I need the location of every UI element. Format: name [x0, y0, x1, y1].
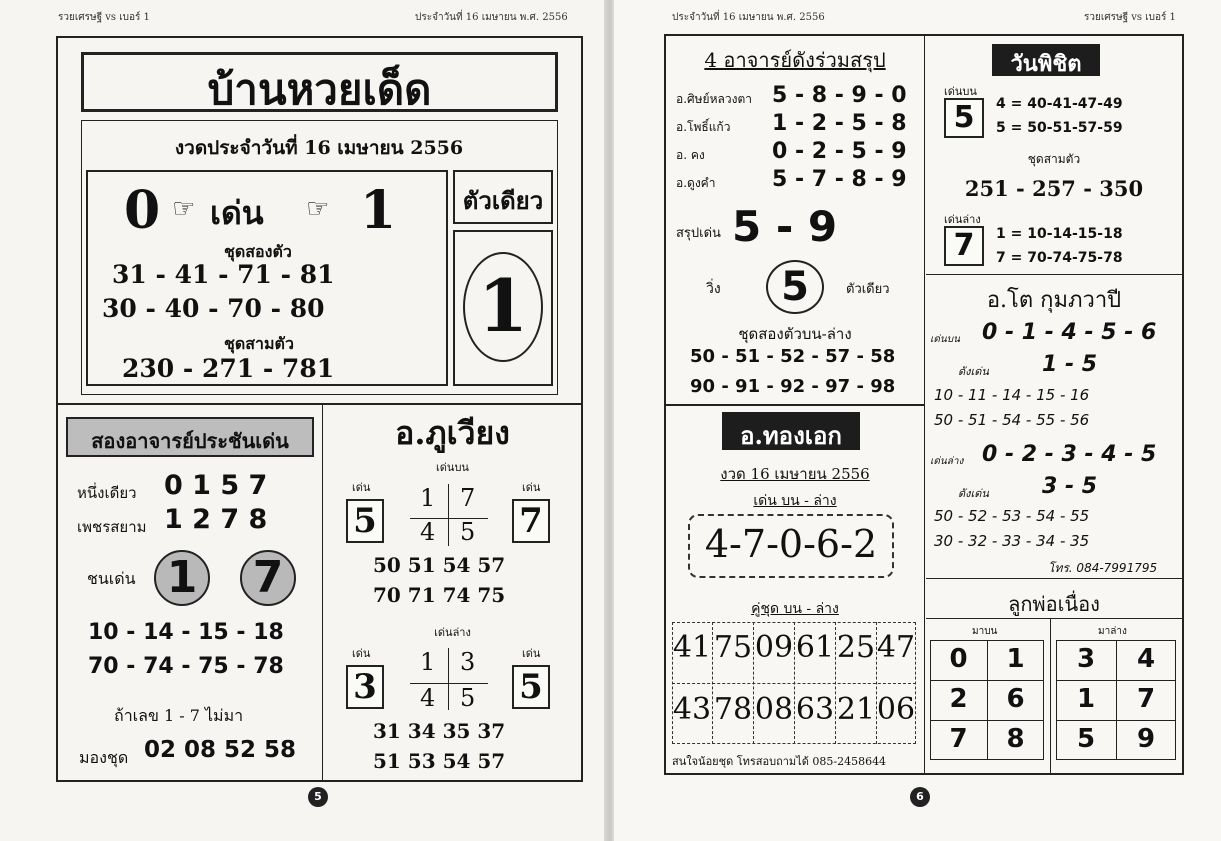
luk-up-cell: 6: [1006, 684, 1025, 714]
main-right-digit: 1: [360, 180, 397, 241]
thong-grid-cell: 08: [754, 692, 794, 727]
mong-nums: 02 08 52 58: [144, 737, 297, 763]
lower-cross-v: [448, 648, 449, 710]
luk-down-cell: 7: [1136, 684, 1156, 714]
lower-row1: 31 34 35 37: [373, 719, 506, 743]
chon-b: 7: [240, 550, 296, 606]
lower-label: เด่นล่าง: [434, 626, 471, 639]
upper-cross-b: 7: [460, 484, 476, 512]
pair-title-box: [66, 417, 314, 457]
main-play-label: เด่น: [210, 194, 264, 232]
upper-big-left: 5: [346, 499, 384, 543]
draw-date: งวดประจำวันที่ 16 เมษายน 2556: [174, 137, 464, 159]
wan-three: 251 - 257 - 350: [964, 176, 1144, 201]
four-row2-nums: 1 - 2 - 5 - 8: [772, 111, 907, 136]
nung-nums: 0 1 5 7: [164, 470, 268, 501]
right-header-left: ประจำวันที่ 16 เมษายน พ.ศ. 2556: [672, 12, 825, 23]
to-lower-dang-nums: 3 - 5: [1042, 474, 1098, 499]
main-left-digit: 0: [124, 180, 161, 241]
upper-cross-a: 1: [420, 484, 436, 512]
wan-upper-row1: 4 = 40-41-47-49: [996, 96, 1123, 112]
left-page: [0, 0, 606, 841]
to-upper-row1: 10 - 11 - 14 - 15 - 16: [934, 386, 1090, 404]
thong-sub: เด่น บน - ล่าง: [753, 493, 837, 509]
chon-label: ชนเด่น: [87, 569, 136, 588]
luk-up-cell: 1: [1006, 644, 1025, 674]
thong-pair-label: คู่ชุด บน - ล่าง: [751, 601, 839, 617]
to-lower-row1: 50 - 52 - 53 - 54 - 55: [934, 507, 1090, 525]
chon-row1: 10 - 14 - 15 - 18: [88, 620, 284, 645]
right-page-number: 6: [910, 787, 930, 807]
mong-label: มองชุด: [79, 748, 129, 767]
wan-title: วันพิชิต: [1010, 51, 1082, 77]
single-label: ตัวเดียว: [462, 186, 544, 215]
wan-divider: [926, 274, 1182, 275]
wan-upper-big: 5: [944, 98, 984, 138]
wan-title-box: [992, 44, 1100, 76]
upper-big-right: 7: [512, 499, 550, 543]
luk-down-cell: 5: [1076, 724, 1096, 754]
lower-cross-d: 5: [460, 684, 476, 712]
pair-title: สองอาจารย์ประชันเด่น: [91, 429, 289, 453]
run-single: ตัวเดียว: [846, 282, 890, 297]
thong-date: งวด 16 เมษายน 2556: [720, 465, 870, 483]
thong-grid-cell: 75: [713, 630, 753, 665]
to-upper-dang-nums: 1 - 5: [1042, 352, 1098, 377]
to-title: อ.โต กุมภวาปี: [986, 288, 1122, 313]
set-row1: 50 - 51 - 52 - 57 - 58: [690, 346, 896, 367]
hand-right-icon: ☞: [172, 194, 196, 224]
main-inner-box: [86, 170, 448, 386]
left-header-right: ประจำวันที่ 16 เมษายน พ.ศ. 2556: [415, 12, 568, 23]
to-upper-row2: 50 - 51 - 54 - 55 - 56: [934, 411, 1090, 429]
thong-grid-cell: 09: [754, 630, 794, 665]
four-row1-name: อ.ศิษย์หลวงตา: [676, 92, 752, 106]
run-value: 5: [766, 260, 824, 314]
two-digit-row2: 30 - 40 - 70 - 80: [102, 294, 325, 323]
wan-lower-big: 7: [944, 226, 984, 266]
thong-big: 4-7-0-6-2: [704, 522, 878, 566]
luk-down-label: มาล่าง: [1098, 626, 1127, 637]
wan-lower-row1: 1 = 10-14-15-18: [996, 226, 1123, 242]
thong-grid-cell: 41: [672, 630, 712, 665]
wan-upper-label: เด่นบน: [944, 85, 977, 98]
luk-title: ลูกพ่อเนื่อง: [1008, 592, 1100, 616]
thong-grid-cell: 61: [795, 630, 835, 665]
wan-lower-label: เด่นล่าง: [944, 213, 981, 226]
lower-cross-b: 3: [460, 648, 476, 676]
to-upper-dang: ดังเด่น: [958, 365, 989, 378]
upper-row2: 70 71 74 75: [373, 583, 506, 607]
wan-lower-row2: 7 = 70-74-75-78: [996, 250, 1123, 266]
luk-up-cell: 0: [949, 644, 968, 674]
thong-title: อ.ทองเอก: [740, 421, 842, 450]
single-label-box: [453, 170, 553, 224]
two-digit-label: ชุดสองตัว: [224, 242, 292, 261]
chon-a: 1: [154, 550, 210, 606]
luk-col-line: [1050, 618, 1051, 773]
thong-big-box: [688, 514, 894, 578]
upper-cross-d: 5: [460, 518, 476, 546]
lower-big-right: 5: [512, 665, 550, 709]
left-page-number: 5: [308, 787, 328, 807]
right-page: [614, 0, 1221, 841]
lower-row2: 51 53 54 57: [373, 749, 506, 773]
luk-down-cell: 4: [1136, 644, 1156, 674]
three-digit-row: 230 - 271 - 781: [122, 354, 335, 383]
thong-title-box: [722, 412, 860, 450]
right-col-divider: [924, 36, 925, 773]
four-row1-nums: 5 - 8 - 9 - 0: [772, 83, 907, 108]
luk-down-cell: 3: [1076, 644, 1096, 674]
two-digit-row1: 31 - 41 - 71 - 81: [112, 260, 335, 289]
if-label: ถ้าเลข 1 - 7 ไม่มา: [114, 706, 244, 725]
lower-big-left: 3: [346, 665, 384, 709]
thong-divider: [666, 404, 924, 406]
upper-cross-v: [448, 484, 449, 546]
pu-title: อ.ภูเวียง: [395, 414, 510, 452]
upper-side-right: เด่น: [522, 481, 541, 494]
wan-three-label: ชุดสามตัว: [1027, 152, 1081, 166]
wan-upper-row2: 5 = 50-51-57-59: [996, 120, 1123, 136]
upper-label: เด่นบน: [436, 461, 469, 474]
four-row4-name: อ.ดูงคำ: [676, 176, 716, 190]
left-header-left: รวยเศรษฐี vs เบอร์ 1: [58, 12, 150, 23]
to-divider: [926, 578, 1182, 579]
thong-grid-cell: 78: [713, 692, 753, 727]
thong-contact: สนใจน้อยชุด โทรสอบถามได้ 085-2458644: [672, 755, 887, 768]
thong-grid-cell: 43: [672, 692, 712, 727]
single-value: 1: [463, 252, 543, 362]
left-col-divider: [322, 403, 323, 780]
luk-up-cell: 7: [949, 724, 968, 754]
thong-grid-cell: 06: [876, 692, 916, 727]
luk-down-cell: 1: [1076, 684, 1096, 714]
lower-cross-c: 4: [420, 684, 436, 712]
luk-up-label: มาบน: [972, 626, 998, 637]
sum-nums: 5 - 9: [732, 202, 838, 251]
upper-side-left: เด่น: [352, 481, 371, 494]
luk-down-grid-h2: [1056, 720, 1176, 721]
to-lower-row2: 30 - 32 - 33 - 34 - 35: [934, 532, 1090, 550]
lower-side-right: เด่น: [522, 647, 541, 660]
to-upper-label: เด่นบน: [930, 334, 960, 345]
thong-grid-cell: 47: [876, 630, 916, 665]
chon-row2: 70 - 74 - 75 - 78: [88, 654, 284, 679]
four-row2-name: อ.โพธิ์แก้ว: [676, 120, 731, 134]
upper-cross-c: 4: [420, 518, 436, 546]
to-lower-dang: ดังเด่น: [958, 487, 989, 500]
thong-grid-cell: 63: [795, 692, 835, 727]
luk-top-line: [926, 618, 1182, 619]
lower-side-left: เด่น: [352, 647, 371, 660]
title-box: [81, 52, 558, 112]
lower-cross-a: 1: [420, 648, 436, 676]
left-divider: [58, 403, 581, 405]
thong-grid-cell: 21: [836, 692, 876, 727]
page-title: บ้านหวยเด็ด: [207, 65, 432, 114]
to-upper-nums: 0 - 1 - 4 - 5 - 6: [982, 320, 1157, 345]
set-row2: 90 - 91 - 92 - 97 - 98: [690, 376, 896, 397]
luk-up-cell: 2: [949, 684, 968, 714]
luk-up-grid-h2: [930, 720, 1044, 721]
phet-label: เพชรสยาม: [77, 518, 147, 536]
right-header-right: รวยเศรษฐี vs เบอร์ 1: [1084, 12, 1176, 23]
run-label: วิ่ง: [706, 281, 721, 297]
four-row4-nums: 5 - 7 - 8 - 9: [772, 167, 907, 192]
upper-row1: 50 51 54 57: [373, 553, 506, 577]
sum-label: สรุปเด่น: [676, 226, 721, 241]
luk-up-grid-h1: [930, 680, 1044, 681]
four-title: 4 อาจารย์ดังร่วมสรุป: [704, 48, 886, 72]
three-digit-label: ชุดสามตัว: [224, 334, 294, 353]
luk-up-cell: 8: [1006, 724, 1025, 754]
four-row3-nums: 0 - 2 - 5 - 9: [772, 139, 907, 164]
phet-nums: 1 2 7 8: [164, 504, 268, 535]
to-lower-nums: 0 - 2 - 3 - 4 - 5: [982, 442, 1157, 467]
single-value-box: [453, 230, 553, 386]
to-lower-label: เด่นล่าง: [930, 456, 964, 467]
four-row3-name: อ. คง: [676, 148, 705, 162]
luk-down-grid-h1: [1056, 680, 1176, 681]
thong-grid-cell: 25: [836, 630, 876, 665]
set-label: ชุดสองตัวบน-ล่าง: [738, 325, 852, 343]
nung-label: หนึ่งเดียว: [77, 484, 137, 502]
hand-right-icon-2: ☞: [306, 194, 330, 224]
to-phone: โทร. 084-7991795: [1048, 561, 1158, 575]
luk-down-cell: 9: [1136, 724, 1156, 754]
